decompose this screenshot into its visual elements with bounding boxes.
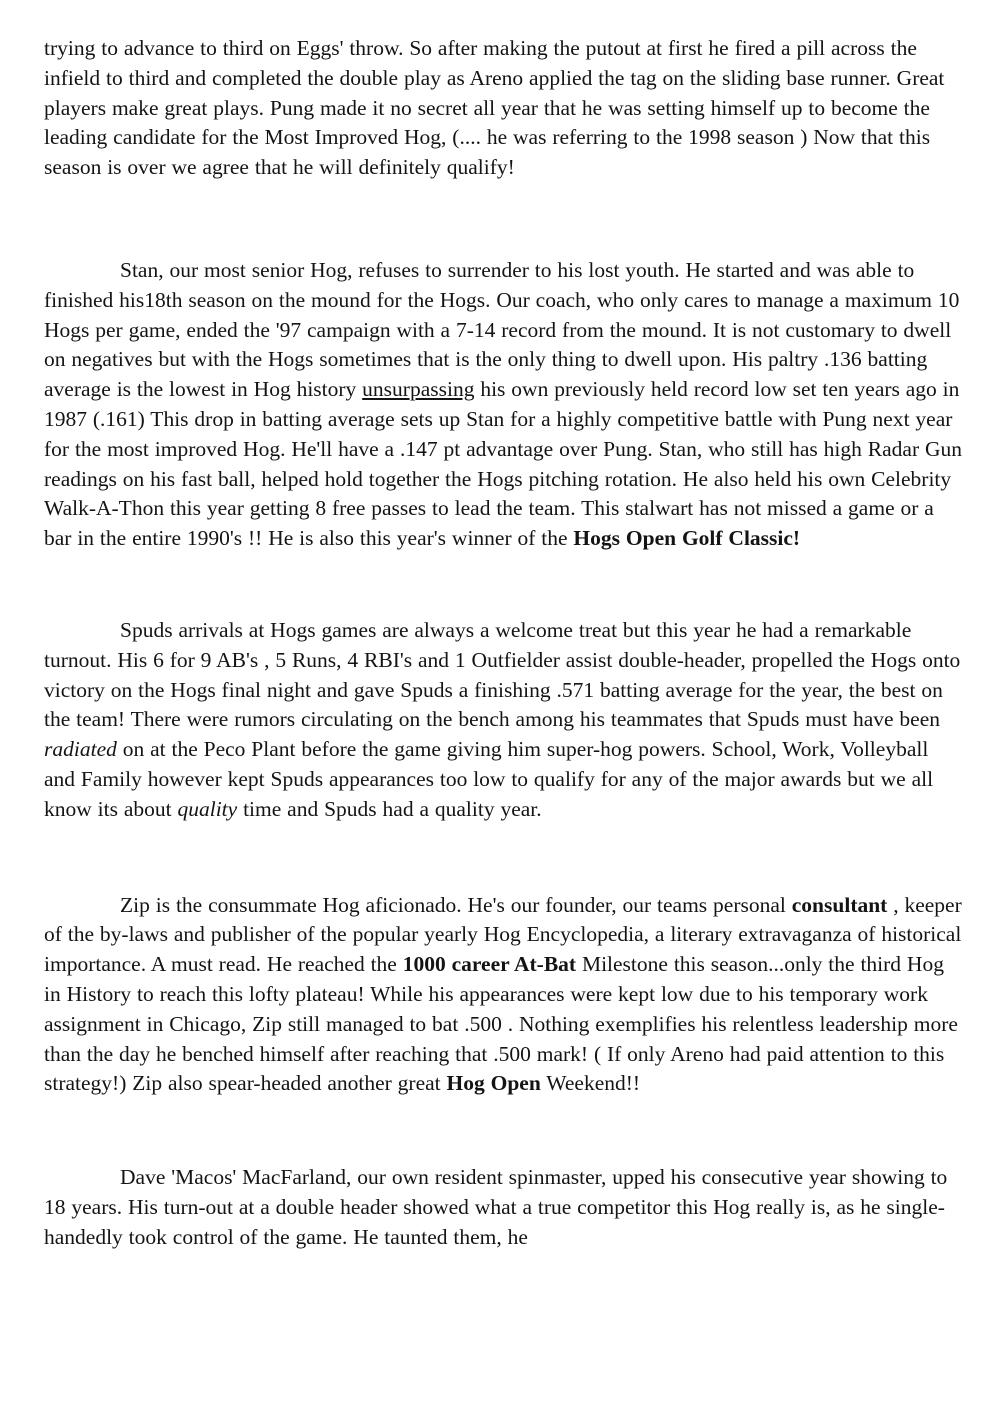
italic-text: quality bbox=[177, 796, 238, 821]
paragraph-text: on at the Peco Plant before the game giving him super-hog powers. School, Work, Volleyball and Family however kept Spuds appearances too low to qualify for any of the major awards but we all know its about bbox=[44, 737, 934, 821]
paragraph-stan bbox=[44, 256, 964, 554]
paragraph-text: , keeper of the by-laws and publisher of the popular yearly Hog Encyclopedia, a literary extravaganza of historical importance. A must read. He reached the bbox=[44, 892, 962, 977]
paragraph-text: Dave 'Macos' MacFarland, our own resident spinmaster, upped his consecutive year showing to 18 years. His turn-out at a double header showed what a true competitor this Hog really is, as he single- handedly took control of the game. He taunted them, he bbox=[44, 1165, 948, 1249]
paragraph-dave-macfarland bbox=[44, 1163, 964, 1252]
paragraph-spuds bbox=[44, 616, 964, 825]
paragraph-pung-double-play bbox=[44, 34, 964, 183]
paragraph-text: Milestone this season...only the third Hog in History to reach this lofty plateau! While his appearances were kept low due to his temporary work assignment in Chicago, Zip still managed to bat .500 . Nothing exemplifies his relentless leadership more than the day he benched himself after reaching that .500 mark! ( If only Areno had paid attention to this strategy!) Zip also spear-headed another great bbox=[44, 952, 958, 1096]
paragraph-text: Spuds arrivals at Hogs games are always a welcome treat but this year he had a remarkable turnout. His 6 for 9 AB's , 5 Runs, 4 RBI's and 1 Outfielder assist double-header, propelled the Hogs onto victory on the Hogs final night and gave Spuds a finishing .571 batting average for the year, the best on the team! There were rumors circulating on the bench among his teammates that Spuds must have been bbox=[44, 617, 961, 732]
paragraph-text: time and Spuds had a quality year. bbox=[237, 796, 542, 821]
paragraph-text: Zip is the consummate Hog aficionado. He's our founder, our teams personal bbox=[120, 892, 792, 917]
bold-text: Hog Open bbox=[446, 1071, 541, 1096]
italic-text: radiated bbox=[44, 737, 117, 762]
bold-text: consultant bbox=[791, 892, 888, 917]
paragraph-text: trying to advance to third on Eggs' throw. So after making the putout at first he fired a pill across the infield to third and completed the double play as Areno applied the tag on the sliding base runner. Great players make great plays. Pung made it no secret all year that he was setting himself up to become the leading candidate for the Most Improved Hog, (.... he was referring to the 1998 season ) Now that this season is over we agree that he will definitely qualify! bbox=[44, 36, 945, 180]
bold-text: Hogs Open Golf Classic! bbox=[573, 526, 801, 551]
bold-text: 1000 career At-Bat bbox=[402, 952, 577, 977]
paragraph-text: Weekend!! bbox=[540, 1071, 641, 1096]
underlined-text: unsurpassing bbox=[362, 377, 475, 402]
paragraph-zip bbox=[44, 891, 964, 1100]
paragraph-text: Stan, our most senior Hog, refuses to surrender to his lost youth. He started and was able to finished his18th season on the mound for the Hogs. Our coach, who only cares to manage a maximum 10 Hogs per game, ended the '97 campaign with a 7-14 record from the mound. It is not customary to dwell on negatives but with the Hogs sometimes that is the only thing to dwell upon. His paltry .136 batting average is the lowest in Hog history bbox=[44, 257, 960, 402]
paragraph-text: his own previously held record low set ten years ago in 1987 (.161) This drop in batting average sets up Stan for a highly competitive battle with Pung next year for the most improved Hog. He'll have a .147 pt advantage over Pung. Stan, who still has high Radar Gun readings on his fast ball, helped hold together the Hogs pitching rotation. He also held his own Celebrity Walk-A-Thon this year getting 8 free passes to lead the team. This stalwart has not missed a game or a bar in the entire 1990's !! He is also this year's winner of the bbox=[44, 377, 963, 551]
